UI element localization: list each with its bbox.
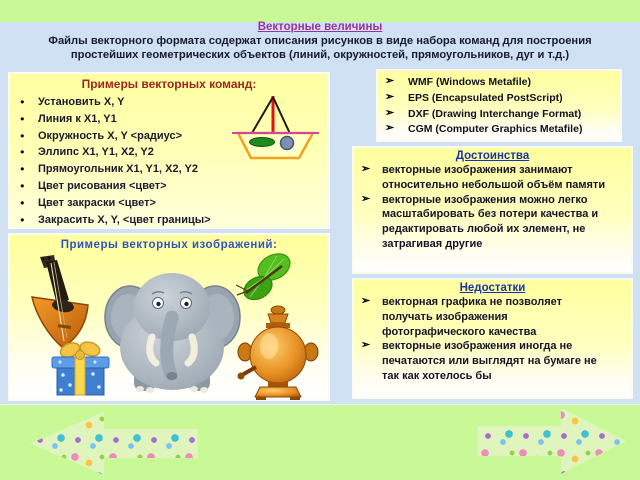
format-text: EPS (Encapsulated PostScript) <box>408 91 563 104</box>
command-text: Цвет рисования <цвет> <box>38 179 167 192</box>
bullet-icon <box>20 212 25 229</box>
arrow-bullet-icon <box>385 90 394 106</box>
list-item <box>10 212 328 229</box>
formats-panel <box>376 69 622 142</box>
list-item <box>354 339 631 383</box>
advantages-panel <box>352 146 633 274</box>
command-text: Закрасить X, Y, <цвет границы> <box>38 213 211 226</box>
examples-panel <box>8 233 330 401</box>
format-text: DXF (Drawing Interchange Format) <box>408 107 582 120</box>
list-item <box>10 195 328 212</box>
list-item <box>354 163 631 193</box>
commands-panel-title: Примеры векторных команд: <box>81 77 257 91</box>
disadvantage-text: векторные изображения иногда не печатаются или выглядят на бумаге не так как хотелось бы <box>382 340 597 382</box>
advantages-list <box>354 163 631 252</box>
command-text: Линия к X1, Y1 <box>38 112 117 125</box>
advantages-title: Достоинства <box>455 150 530 162</box>
commands-panel <box>8 72 330 229</box>
page-title: Векторные величины <box>257 21 383 33</box>
arrow-bullet-icon <box>361 338 370 353</box>
butterfly-image <box>232 251 302 309</box>
bullet-icon <box>20 94 25 111</box>
bullet-icon <box>20 128 25 145</box>
command-text: Эллипс X1, Y1, X2, Y2 <box>38 146 154 159</box>
disadvantages-panel <box>352 278 633 399</box>
advantage-text: векторные изображения можно легко масштабировать без потери качества и редактировать любой их элемент, не затрагивая другие <box>382 193 599 250</box>
disadvantage-text: векторная графика не позволяет получать изображения фотографического качества <box>382 296 562 338</box>
formats-list <box>378 75 620 138</box>
bullet-icon <box>20 161 25 178</box>
format-text: CGM (Computer Graphics Metafile) <box>408 123 583 136</box>
list-item <box>378 75 620 91</box>
bullet-icon <box>20 144 25 161</box>
list-item <box>378 107 620 123</box>
bullet-icon <box>20 195 25 212</box>
nav-arrow-left[interactable] <box>30 412 198 475</box>
format-text: WMF (Windows Metafile) <box>408 76 531 88</box>
presentation-slide <box>0 22 640 405</box>
command-text: Окружность X, Y <радиус> <box>38 129 183 142</box>
list-item <box>378 122 620 138</box>
list-item <box>10 178 328 195</box>
arrow-bullet-icon <box>385 74 394 90</box>
list-item <box>354 295 631 339</box>
balalaika-image <box>18 255 103 350</box>
list-item <box>354 193 631 252</box>
arrow-bullet-icon <box>361 162 370 177</box>
nav-arrow-right[interactable] <box>478 408 626 474</box>
intro-text: Файлы векторного формата содержат описания рисунков в виде набора команд для построения простейших геометрических объектов (линий, окружностей, прямоугольников, дуг и т.д.) <box>48 35 592 61</box>
command-text: Прямоугольник X1, Y1, X2, Y2 <box>38 163 198 176</box>
list-item <box>378 91 620 107</box>
advantage-text: векторные изображения занимают относительно небольшой объём памяти <box>382 164 606 191</box>
bullet-icon <box>20 178 25 195</box>
elephant-image <box>100 257 245 397</box>
examples-title: Примеры векторных изображений: <box>60 239 278 251</box>
arrow-bullet-icon <box>361 294 370 309</box>
command-text: Установить X, Y <box>38 96 125 108</box>
arrow-bullet-icon <box>385 121 394 137</box>
disadvantages-title: Недостатки <box>459 282 526 294</box>
disadvantages-list <box>354 295 631 384</box>
command-text: Цвет закраски <цвет> <box>38 196 156 209</box>
arrow-bullet-icon <box>385 106 394 122</box>
bullet-icon <box>20 111 25 128</box>
arrow-bullet-icon <box>361 192 370 207</box>
sailboat-drawing <box>223 88 328 168</box>
samovar-image <box>228 305 328 401</box>
